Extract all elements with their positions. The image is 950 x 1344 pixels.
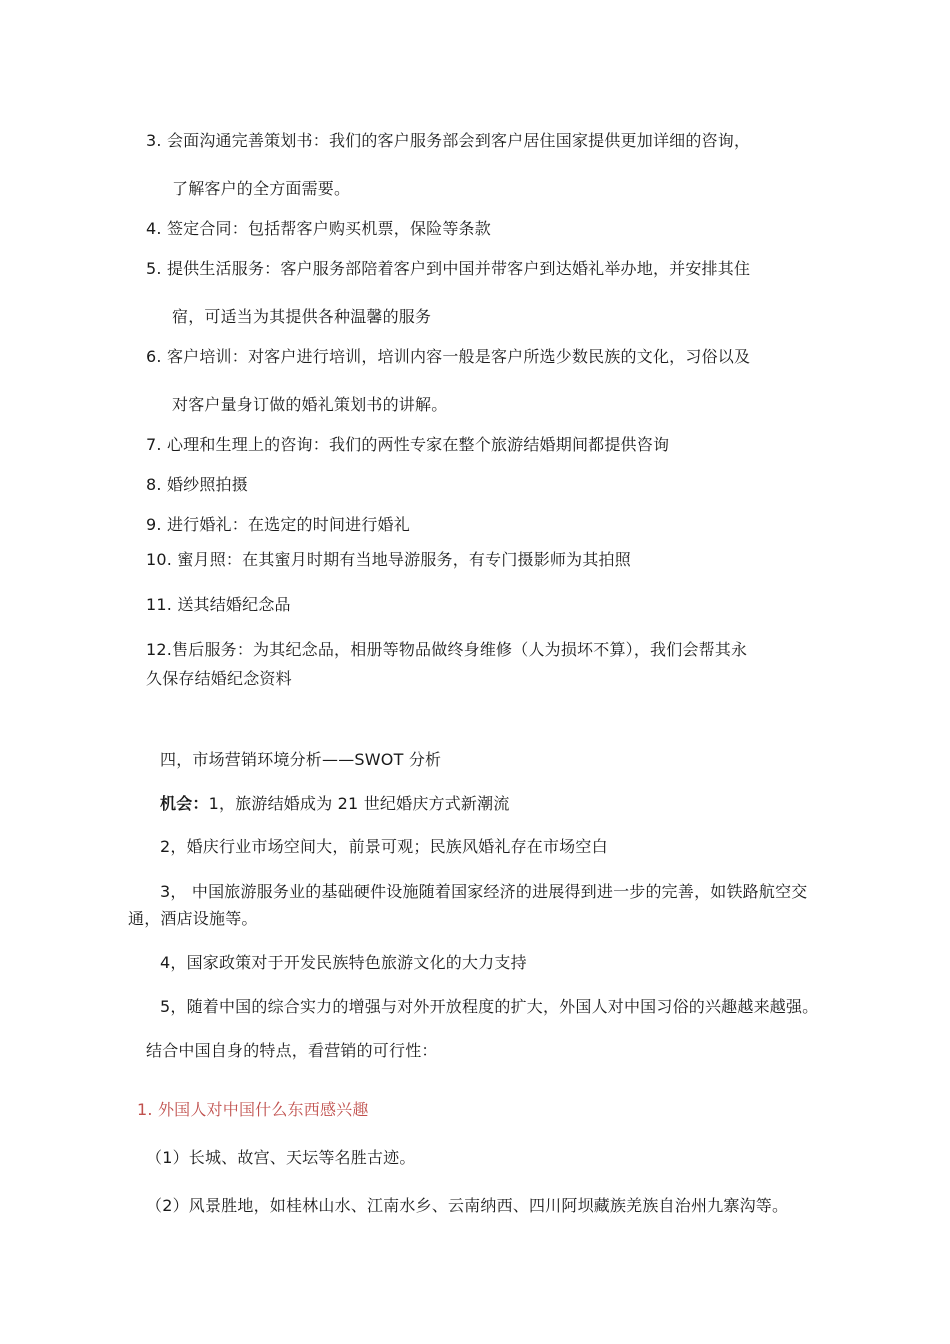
- step-5-line2: 宿，可适当为其提供各种温馨的服务: [172, 307, 432, 326]
- step-7: 7. 心理和生理上的咨询：我们的两性专家在整个旅游结婚期间都提供咨询: [146, 435, 670, 454]
- step-12-line2: 久保存结婚纪念资料: [146, 669, 292, 688]
- interest-item-2: （2）风景胜地，如桂林山水、江南水乡、云南纳西、四川阿坝藏族羌族自治州九寨沟等。: [146, 1196, 789, 1215]
- opportunity-4: 4，国家政策对于开发民族特色旅游文化的大力支持: [160, 953, 527, 972]
- interest-item-1: （1）长城、故宫、天坛等名胜古迹。: [146, 1148, 416, 1167]
- opportunity-3-line1: 3， 中国旅游服务业的基础硬件设施随着国家经济的进展得到进一步的完善，如铁路航空交: [160, 882, 808, 901]
- step-10: 10. 蜜月照：在其蜜月时期有当地导游服务，有专门摄影师为其拍照: [146, 550, 631, 569]
- step-11: 11. 送其结婚纪念品: [146, 595, 291, 614]
- section-4-heading: 四，市场营销环境分析——SWOT 分析: [160, 750, 442, 769]
- step-5-line1: 5. 提供生活服务：客户服务部陪着客户到中国并带客户到达婚礼举办地，并安排其住: [146, 259, 751, 278]
- step-4: 4. 签定合同：包括帮客户购买机票，保险等条款: [146, 219, 491, 238]
- opportunity-5: 5，随着中国的综合实力的增强与对外开放程度的扩大，外国人对中国习俗的兴趣越来越强。: [160, 997, 819, 1016]
- step-8: 8. 婚纱照拍摄: [146, 475, 248, 494]
- opportunity-label: 机会：: [160, 794, 209, 813]
- step-6-line2: 对客户量身订做的婚礼策划书的讲解。: [172, 395, 448, 414]
- opportunity-2: 2，婚庆行业市场空间大，前景可观；民族风婚礼存在市场空白: [160, 837, 608, 856]
- step-3-line2: 了解客户的全方面需要。: [172, 179, 351, 198]
- opportunity-3-line2: 通，酒店设施等。: [128, 909, 258, 928]
- step-3-line1: 3. 会面沟通完善策划书：我们的客户服务部会到客户居住国家提供更加详细的咨询，: [146, 131, 751, 150]
- opportunity-1-text: 1，旅游结婚成为 21 世纪婚庆方式新潮流: [208, 794, 510, 813]
- step-12-line1: 12.售后服务：为其纪念品，相册等物品做终身维修（人为损坏不算），我们会帮其永: [146, 640, 748, 659]
- step-9: 9. 进行婚礼：在选定的时间进行婚礼: [146, 515, 410, 534]
- feasibility-intro: 结合中国自身的特点，看营销的可行性：: [146, 1041, 438, 1060]
- feasibility-subheading: 1. 外国人对中国什么东西感兴趣: [137, 1100, 369, 1119]
- opportunity-1: [160, 794, 510, 814]
- step-6-line1: 6. 客户培训：对客户进行培训，培训内容一般是客户所选少数民族的文化，习俗以及: [146, 347, 751, 366]
